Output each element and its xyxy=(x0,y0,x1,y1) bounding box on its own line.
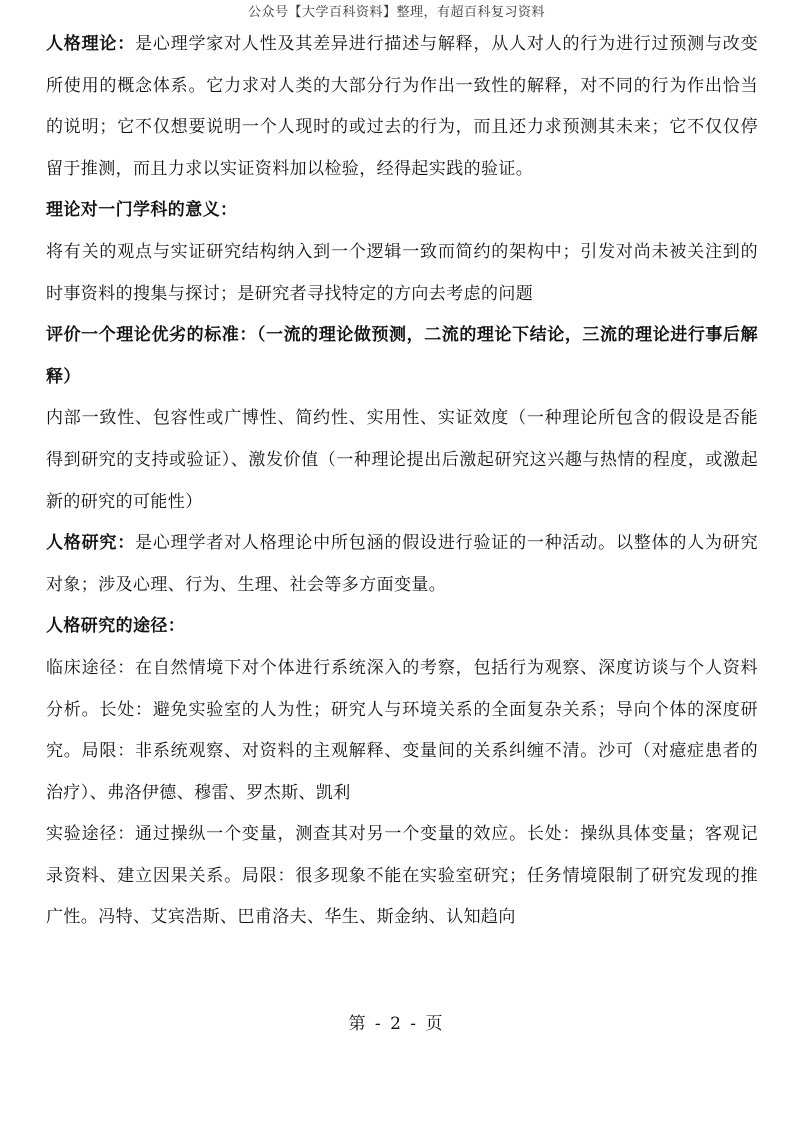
page-number: 第 - 2 - 页 xyxy=(348,1014,445,1034)
paragraph-personality-research xyxy=(46,523,758,606)
term-personality-research: 人格研究： xyxy=(46,533,136,554)
document-body xyxy=(46,24,758,939)
heading-theory-significance: 理论对一门学科的意义： xyxy=(46,200,238,221)
definition-personality-research: 是心理学者对人格理论中所包涵的假设进行验证的一种活动。以整体的人为研究对象；涉及心理、行为、生理、社会等多方面变量。 xyxy=(46,533,759,595)
paragraph-clinical-approach: 临床途径：在自然情境下对个体进行系统深入的考察，包括行为观察、深度访谈与个人资料分析。长处：避免实验室的人为性；研究人与环境关系的全面复杂关系；导向个体的深度研究。局限：非系统观察、对资料的主观解释、变量间的关系纠缠不清。沙可（对癔症患者的治疗）、弗洛伊德、穆雷、罗杰斯、凯利 xyxy=(46,657,758,803)
paragraph-theory-significance: 将有关的观点与实证研究结构纳入到一个逻辑一致而简约的架构中；引发对尚未被关注到的时事资料的搜集与探讨；是研究者寻找特定的方向去考虑的问题 xyxy=(46,241,758,304)
paragraph-evaluation-criteria: 内部一致性、包容性或广博性、简约性、实用性、实证效度（一种理论所包含的假设是否能得到研究的支持或验证）、激发价值（一种理论提出后激起研究这兴趣与热情的程度，或激起新的研究的可能性） xyxy=(46,408,758,512)
paragraph-personality-theory xyxy=(46,24,758,190)
term-personality-theory: 人格理论： xyxy=(46,34,136,54)
definition-personality-theory: 是心理学家对人性及其差异进行描述与解释，从人对人的行为进行过预测与改变所使用的概念体系。它力求对人类的大部分行为作出一致性的解释，对不同的行为作出恰当的说明；它不仅想要说明一个人现时的或过去的行为，而且还力求预测其未来；它不仅仅停留于推测，而且力求以实证资料加以检验，经得起实践的验证。 xyxy=(46,34,759,179)
heading-evaluation-criteria: 评价一个理论优劣的标准：（一流的理论做预测，二流的理论下结论，三流的理论进行事后解释） xyxy=(46,325,758,387)
page-header: 公众号【大学百科资料】整理，有超百科复习资料 xyxy=(247,5,545,20)
heading-research-approaches: 人格研究的途径： xyxy=(46,616,186,637)
paragraph-experimental-approach: 实验途径：通过操纵一个变量，测查其对另一个变量的效应。长处：操纵具体变量；客观记录资料、建立因果关系。局限：很多现象不能在实验室研究；任务情境限制了研究发现的推广性。冯特、艾宾浩斯、巴甫洛夫、华生、斯金纳、认知趋向 xyxy=(46,824,758,928)
